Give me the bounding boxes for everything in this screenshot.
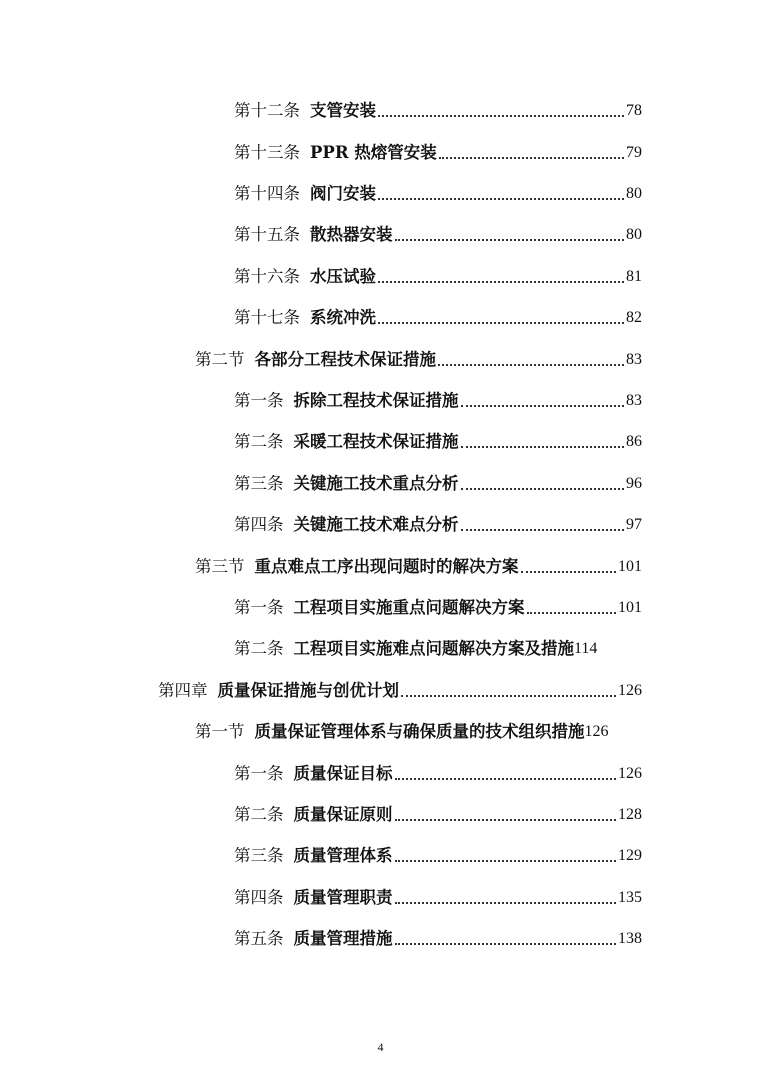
entry-page: 126 xyxy=(618,765,642,782)
dot-leader xyxy=(378,322,624,324)
entry-page: 126 xyxy=(584,723,609,740)
dot-leader xyxy=(395,902,617,904)
entry-title: 系统冲洗 xyxy=(310,308,376,327)
toc-entry[interactable] xyxy=(234,593,642,619)
toc-entry[interactable] xyxy=(234,924,642,950)
entry-number: 第十七条 xyxy=(234,308,300,327)
toc-entry[interactable] xyxy=(195,552,642,578)
entry-page: 80 xyxy=(626,185,642,202)
toc-entry[interactable] xyxy=(234,427,642,453)
toc-entry[interactable] xyxy=(234,883,642,909)
dot-leader xyxy=(378,115,624,117)
toc-entry[interactable] xyxy=(234,303,642,329)
dot-leader xyxy=(395,239,625,241)
entry-number: 第二条 xyxy=(234,432,284,451)
entry-number: 第十四条 xyxy=(234,184,300,203)
entry-page: 97 xyxy=(626,516,642,533)
entry-number: 第十五条 xyxy=(234,225,300,244)
entry-title: 支管安装 xyxy=(310,101,376,120)
entry-title: 关键施工技术难点分析 xyxy=(293,515,459,534)
entry-title: 拆除工程技术保证措施 xyxy=(293,391,459,410)
entry-title: 质量保证原则 xyxy=(293,805,393,824)
dot-leader xyxy=(461,446,625,448)
toc-entry[interactable] xyxy=(158,676,642,702)
entry-page: 80 xyxy=(626,226,642,243)
entry-title: 水压试验 xyxy=(310,267,376,286)
entry-number: 第五条 xyxy=(234,929,284,948)
entry-title: 采暖工程技术保证措施 xyxy=(293,432,459,451)
dot-leader xyxy=(395,943,617,945)
toc-entry[interactable] xyxy=(234,138,642,164)
entry-title: 散热器安装 xyxy=(310,225,393,244)
toc-entry[interactable] xyxy=(234,179,642,205)
entry-number: 第四章 xyxy=(158,681,208,700)
dot-leader xyxy=(395,860,617,862)
toc-entry[interactable] xyxy=(234,800,642,826)
entry-title: 各部分工程技术保证措施 xyxy=(254,350,436,369)
dot-leader xyxy=(401,695,616,697)
page-number: 4 xyxy=(377,1040,384,1054)
dot-leader xyxy=(461,405,625,407)
entry-number: 第三节 xyxy=(195,557,245,576)
dot-leader xyxy=(438,364,624,366)
dot-leader xyxy=(521,571,617,573)
entry-page: 86 xyxy=(626,433,642,450)
dot-leader xyxy=(527,612,617,614)
toc-entry[interactable] xyxy=(195,345,642,371)
entry-number: 第四条 xyxy=(234,515,284,534)
dot-leader xyxy=(395,819,617,821)
entry-page: 135 xyxy=(618,889,642,906)
entry-title: 质量保证管理体系与确保质量的技术组织措施 xyxy=(254,722,585,741)
toc-entry[interactable] xyxy=(234,386,642,412)
toc-entry[interactable] xyxy=(234,262,642,288)
entry-title: 质量保证措施与创优计划 xyxy=(217,681,399,700)
dot-leader xyxy=(439,157,624,159)
entry-number: 第一条 xyxy=(234,391,284,410)
entry-title: PPR 热熔管安装 xyxy=(310,143,437,162)
entry-title: 阀门安装 xyxy=(310,184,376,203)
entry-page: 79 xyxy=(626,144,642,161)
entry-page: 96 xyxy=(626,475,642,492)
toc-entry[interactable] xyxy=(195,717,665,743)
dot-leader xyxy=(461,529,625,531)
entry-number: 第一条 xyxy=(234,764,284,783)
entry-number: 第二条 xyxy=(234,805,284,824)
dot-leader xyxy=(378,281,624,283)
toc-entry[interactable] xyxy=(234,96,642,122)
entry-page: 101 xyxy=(618,558,642,575)
entry-title: 质量管理体系 xyxy=(293,846,393,865)
entry-title: 质量管理职责 xyxy=(293,888,393,907)
entry-number: 第三条 xyxy=(234,846,284,865)
entry-title: 工程项目实施难点问题解决方案及措施 xyxy=(293,639,574,658)
entry-title: 质量管理措施 xyxy=(293,929,393,948)
entry-number: 第二条 xyxy=(234,639,284,658)
entry-title: 质量保证目标 xyxy=(293,764,393,783)
entry-page: 78 xyxy=(626,102,642,119)
toc-entry[interactable] xyxy=(234,759,642,785)
entry-number: 第十二条 xyxy=(234,101,300,120)
entry-number: 第十三条 xyxy=(234,143,300,162)
entry-title: 工程项目实施重点问题解决方案 xyxy=(293,598,525,617)
toc-entry[interactable] xyxy=(234,510,642,536)
entry-number: 第一条 xyxy=(234,598,284,617)
entry-page: 82 xyxy=(626,309,642,326)
entry-page: 101 xyxy=(618,599,642,616)
dot-leader xyxy=(395,778,617,780)
entry-page: 83 xyxy=(626,392,642,409)
entry-number: 第十六条 xyxy=(234,267,300,286)
dot-leader xyxy=(378,198,624,200)
toc-entry[interactable] xyxy=(234,220,642,246)
entry-number: 第一节 xyxy=(195,722,245,741)
entry-number: 第二节 xyxy=(195,350,245,369)
entry-page: 138 xyxy=(618,930,642,947)
entry-page: 128 xyxy=(618,806,642,823)
toc-entry[interactable] xyxy=(234,469,642,495)
entry-title: 重点难点工序出现问题时的解决方案 xyxy=(254,557,519,576)
dot-leader xyxy=(461,488,625,490)
entry-page: 83 xyxy=(626,351,642,368)
entry-page: 126 xyxy=(618,682,642,699)
toc-entry[interactable] xyxy=(234,634,642,660)
entry-number: 第四条 xyxy=(234,888,284,907)
toc-entry[interactable] xyxy=(234,841,642,867)
entry-page: 114 xyxy=(574,640,598,657)
entry-page: 81 xyxy=(626,268,642,285)
entry-page: 129 xyxy=(618,847,642,864)
entry-title: 关键施工技术重点分析 xyxy=(293,474,459,493)
entry-number: 第三条 xyxy=(234,474,284,493)
